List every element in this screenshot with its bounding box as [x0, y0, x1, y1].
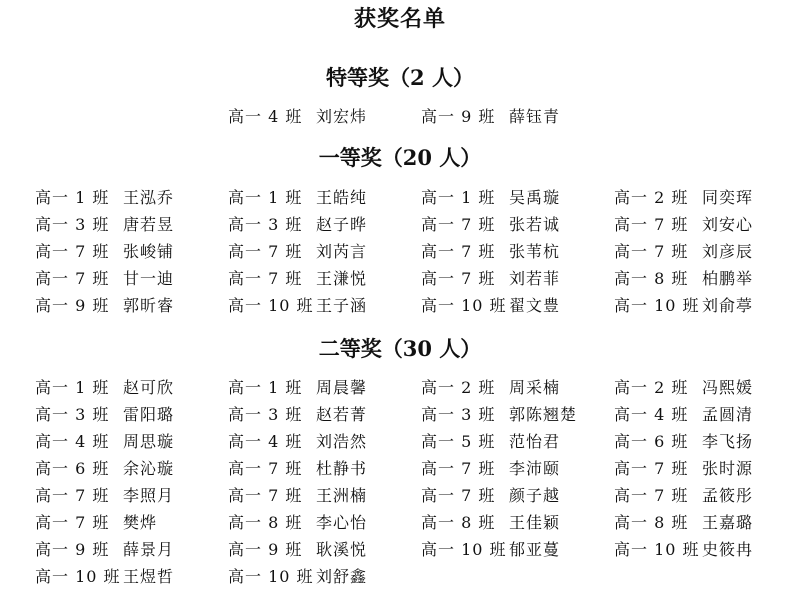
awardee-entry	[35, 265, 174, 292]
awardee-entry	[421, 103, 560, 130]
class-label: 高一 7 班	[421, 269, 496, 288]
class-label: 高一 10 班	[421, 296, 507, 315]
class-label: 高一 4 班	[228, 432, 303, 451]
class-label: 高一 7 班	[228, 459, 303, 478]
class-label: 高一 9 班	[421, 107, 496, 126]
student-name: 周思璇	[123, 432, 175, 451]
class-label: 高一 3 班	[228, 405, 303, 424]
class-label: 高一 8 班	[421, 513, 496, 532]
student-name: 李照月	[123, 486, 175, 505]
student-name: 刘芮言	[316, 242, 368, 261]
awardee-entry	[35, 428, 174, 455]
awardee-entry	[421, 536, 560, 563]
class-label: 高一 7 班	[228, 242, 303, 261]
class-label: 高一 2 班	[614, 188, 689, 207]
student-name: 王溓悦	[316, 269, 368, 288]
awardee-entry	[421, 265, 560, 292]
awardee-entry	[35, 536, 174, 563]
class-label: 高一 7 班	[614, 215, 689, 234]
class-label: 高一 7 班	[421, 215, 496, 234]
student-name: 余沁璇	[123, 459, 175, 478]
class-label: 高一 9 班	[228, 540, 303, 559]
student-name: 李飞扬	[702, 432, 754, 451]
class-label: 高一 3 班	[35, 215, 110, 234]
student-name: 赵可欣	[123, 378, 175, 397]
awardee-entry	[228, 103, 367, 130]
student-name: 范怡君	[509, 432, 561, 451]
class-label: 高一 6 班	[35, 459, 110, 478]
awardee-entry	[228, 265, 367, 292]
awardee-entry	[421, 292, 560, 319]
class-label: 高一 9 班	[35, 540, 110, 559]
student-name: 李心怡	[316, 513, 368, 532]
awardee-entry	[421, 401, 577, 428]
awardee-entry	[421, 238, 560, 265]
student-name: 王皓纯	[316, 188, 368, 207]
student-name: 杜静书	[316, 459, 368, 478]
awardee-entry	[614, 238, 753, 265]
class-label: 高一 5 班	[421, 432, 496, 451]
awardee-entry	[421, 509, 560, 536]
class-label: 高一 7 班	[228, 486, 303, 505]
awardee-entry	[228, 536, 367, 563]
awardee-entry	[35, 374, 174, 401]
class-label: 高一 1 班	[228, 188, 303, 207]
student-name: 王洲楠	[316, 486, 368, 505]
student-name: 王子涵	[316, 296, 368, 315]
student-name: 甘一迪	[123, 269, 175, 288]
awardee-entry	[614, 265, 753, 292]
student-name: 郭昕睿	[123, 296, 175, 315]
student-name: 赵子晔	[316, 215, 368, 234]
class-label: 高一 7 班	[614, 242, 689, 261]
student-name: 张时源	[702, 459, 754, 478]
awardee-entry	[228, 374, 367, 401]
awardee-entry	[614, 482, 753, 509]
awardee-entry	[228, 211, 367, 238]
student-name: 薛钰青	[509, 107, 561, 126]
section-heading: 特等奖（2 人）	[326, 65, 474, 90]
student-name: 周采楠	[509, 378, 561, 397]
awardee-entry	[614, 536, 753, 563]
student-name: 张峻铺	[123, 242, 175, 261]
awardee-entry	[614, 374, 753, 401]
awardee-entry	[35, 509, 157, 536]
awardee-entry	[35, 292, 174, 319]
class-label: 高一 6 班	[614, 432, 689, 451]
class-label: 高一 7 班	[421, 459, 496, 478]
class-label: 高一 8 班	[228, 513, 303, 532]
student-name: 薛景月	[123, 540, 175, 559]
awardee-entry	[421, 482, 560, 509]
class-label: 高一 8 班	[614, 513, 689, 532]
student-name: 唐若昱	[123, 215, 175, 234]
student-name: 王嘉璐	[702, 513, 754, 532]
awardee-entry	[35, 455, 174, 482]
section-heading: 二等奖（30 人）	[318, 336, 482, 361]
awardee-entry	[228, 455, 367, 482]
awardee-entry	[35, 184, 174, 211]
student-name: 刘安心	[702, 215, 754, 234]
awardee-entry	[228, 184, 367, 211]
class-label: 高一 1 班	[228, 378, 303, 397]
student-name: 颜子越	[509, 486, 561, 505]
student-name: 樊烨	[123, 513, 158, 532]
class-label: 高一 10 班	[614, 540, 700, 559]
class-label: 高一 1 班	[421, 188, 496, 207]
student-name: 刘俞葶	[702, 296, 754, 315]
class-label: 高一 10 班	[35, 567, 121, 586]
class-label: 高一 9 班	[35, 296, 110, 315]
awardee-entry	[35, 238, 174, 265]
student-name: 翟文豊	[509, 296, 561, 315]
student-name: 王泓乔	[123, 188, 175, 207]
student-name: 雷阳璐	[123, 405, 175, 424]
awardee-entry	[614, 184, 753, 211]
class-label: 高一 7 班	[228, 269, 303, 288]
awardee-entry	[421, 428, 560, 455]
awardee-entry	[614, 211, 753, 238]
section-heading: 一等奖（20 人）	[318, 145, 482, 170]
class-label: 高一 7 班	[35, 242, 110, 261]
class-label: 高一 4 班	[614, 405, 689, 424]
awardee-entry	[228, 563, 367, 590]
class-label: 高一 10 班	[614, 296, 700, 315]
student-name: 刘浩然	[316, 432, 368, 451]
class-label: 高一 10 班	[228, 567, 314, 586]
student-name: 李沛颐	[509, 459, 561, 478]
awardee-entry	[614, 292, 753, 319]
student-name: 王煜哲	[123, 567, 175, 586]
student-name: 郭陈翘楚	[509, 405, 578, 424]
class-label: 高一 7 班	[35, 269, 110, 288]
class-label: 高一 3 班	[228, 215, 303, 234]
student-name: 王佳颖	[509, 513, 561, 532]
awardee-entry	[228, 482, 367, 509]
class-label: 高一 7 班	[35, 486, 110, 505]
awardee-entry	[421, 374, 560, 401]
student-name: 刘彦辰	[702, 242, 754, 261]
awardee-entry	[421, 211, 560, 238]
student-name: 张若诚	[509, 215, 561, 234]
awardee-entry	[614, 401, 753, 428]
class-label: 高一 4 班	[35, 432, 110, 451]
student-name: 同奕珲	[702, 188, 754, 207]
class-label: 高一 7 班	[421, 242, 496, 261]
class-label: 高一 7 班	[614, 486, 689, 505]
class-label: 高一 7 班	[35, 513, 110, 532]
student-name: 孟圆清	[702, 405, 754, 424]
student-name: 周晨馨	[316, 378, 368, 397]
student-name: 孟筱彤	[702, 486, 754, 505]
class-label: 高一 2 班	[614, 378, 689, 397]
class-label: 高一 8 班	[614, 269, 689, 288]
student-name: 刘舒鑫	[316, 567, 368, 586]
awardee-entry	[614, 428, 753, 455]
student-name: 冯熙媛	[702, 378, 754, 397]
awardee-entry	[228, 292, 367, 319]
student-name: 郁亚蔓	[509, 540, 561, 559]
class-label: 高一 10 班	[228, 296, 314, 315]
awardee-entry	[421, 455, 560, 482]
student-name: 史筱冉	[702, 540, 754, 559]
class-label: 高一 4 班	[228, 107, 303, 126]
class-label: 高一 7 班	[614, 459, 689, 478]
student-name: 刘若菲	[509, 269, 561, 288]
awardee-entry	[614, 509, 753, 536]
student-name: 耿溪悦	[316, 540, 368, 559]
awardee-entry	[228, 401, 367, 428]
class-label: 高一 2 班	[421, 378, 496, 397]
class-label: 高一 10 班	[421, 540, 507, 559]
class-label: 高一 3 班	[35, 405, 110, 424]
class-label: 高一 1 班	[35, 188, 110, 207]
student-name: 赵若菁	[316, 405, 368, 424]
awardee-entry	[228, 428, 367, 455]
awardee-entry	[35, 211, 174, 238]
awardee-entry	[614, 455, 753, 482]
student-name: 刘宏炜	[316, 107, 368, 126]
awardee-entry	[228, 238, 367, 265]
student-name: 吴禹璇	[509, 188, 561, 207]
class-label: 高一 7 班	[421, 486, 496, 505]
student-name: 柏鹏举	[702, 269, 754, 288]
awardee-entry	[35, 401, 174, 428]
awardee-entry	[35, 563, 174, 590]
page-title: 获奖名单	[353, 6, 446, 32]
class-label: 高一 3 班	[421, 405, 496, 424]
awardee-entry	[228, 509, 367, 536]
awardee-entry	[421, 184, 560, 211]
awardee-entry	[35, 482, 174, 509]
student-name: 张苇杭	[509, 242, 561, 261]
class-label: 高一 1 班	[35, 378, 110, 397]
